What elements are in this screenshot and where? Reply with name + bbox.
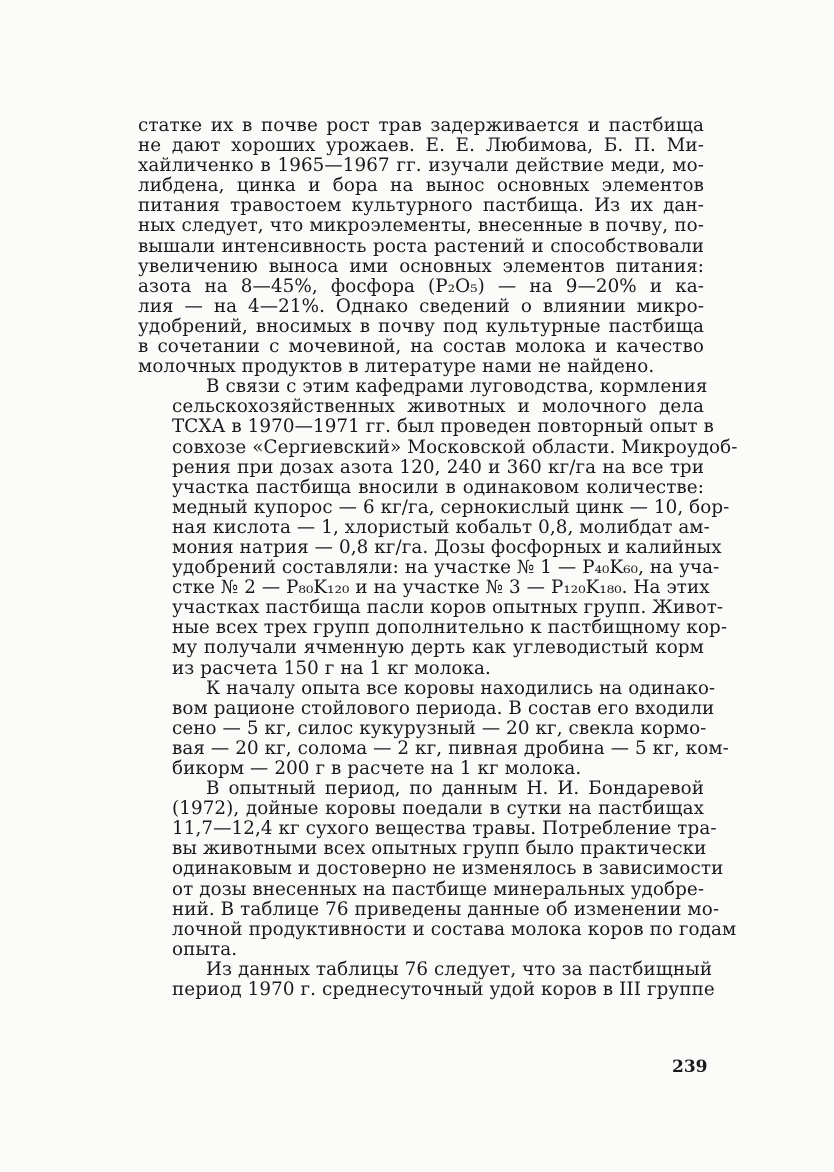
- text-line: рения при дозах азота 120, 240 и 360 кг/га на все три: [172, 456, 704, 478]
- text-line: 11,7—12,4 кг сухого вещества травы. Потребление тра-: [172, 818, 717, 840]
- text-line: увеличению выноса ими основных элементов питания:: [138, 255, 704, 277]
- text-line: питания травостоем культурного пастбища. Из их дан-: [138, 195, 704, 217]
- text-line: удобрений составляли: на участке № 1 — P₄₀K₆₀, на уча-: [172, 557, 720, 579]
- text-line: одинаковым и достоверно не изменялось в зависимости: [172, 858, 724, 880]
- paragraph: [138, 677, 729, 779]
- text-line: В опытный период, по данным Н. И. Бондаревой: [206, 778, 704, 800]
- paragraph: [138, 958, 715, 1001]
- text-line: ных следует, что микроэлементы, внесенные в почву, по-: [138, 215, 704, 237]
- text-line: ная кислота — 1, хлористый кобальт 0,8, молибдат ам-: [172, 516, 710, 538]
- paragraph: [138, 116, 704, 377]
- text-line: совхозе «Сергиевский» Московской области. Микроудоб-: [172, 436, 738, 458]
- text-line: молочных продуктов в литературе нами не найдено.: [138, 356, 655, 378]
- text-line: опыта.: [172, 938, 238, 960]
- text-line: не дают хороших урожаев. Е. Е. Любимова, Б. П. Ми-: [138, 135, 704, 157]
- page-number: 239: [672, 1057, 708, 1077]
- text-line: хайличенко в 1965—1967 гг. изучали действие меди, мо-: [138, 155, 704, 177]
- text-line: ний. В таблице 76 приведены данные об изменении мо-: [172, 898, 720, 920]
- text-line: участка пастбища вносили в одинаковом количестве:: [172, 476, 704, 498]
- text-line: лочной продуктивности и состава молока коров по годам: [172, 918, 737, 940]
- paragraph: [138, 376, 738, 679]
- text-line: удобрений, вносимых в почву под культурные пастбища: [138, 315, 704, 337]
- text-line: стке № 2 — P₈₀K₁₂₀ и на участке № 3 — P₁₂₀K₁₈₀. На этих: [172, 577, 710, 599]
- text-line: К началу опыта все коровы находились на одинако-: [206, 677, 716, 699]
- text-line: из расчета 150 г на 1 кг молока.: [172, 657, 491, 679]
- body-text: [138, 115, 738, 1001]
- text-line: Из данных таблицы 76 следует, что за пастбищный: [206, 958, 713, 980]
- text-line: лия — на 4—21%. Однако сведений о влиянии микро-: [138, 295, 704, 317]
- text-line: статке их в почве рост трав задерживается и пастбища: [138, 115, 704, 136]
- text-line: вы животными всех опытных групп было практически: [172, 838, 707, 860]
- text-line: мония натрия — 0,8 кг/га. Дозы фосфорных и калийных: [172, 536, 722, 558]
- text-line: ТСХА в 1970—1971 гг. был проведен повторный опыт в: [172, 416, 714, 438]
- text-line: вышали интенсивность роста растений и способствовали: [138, 235, 704, 257]
- text-line: сельскохозяйственных животных и молочного дела: [172, 396, 704, 418]
- text-line: вая — 20 кг, солома — 2 кг, пивная дробина — 5 кг, ком-: [172, 737, 729, 759]
- text-line: В связи с этим кафедрами луговодства, кормления: [206, 376, 708, 398]
- text-line: в сочетании с мочевиной, на состав молока и качество: [138, 336, 704, 358]
- text-line: азота на 8—45%, фосфора (P₂O₅) — на 9—20% и ка-: [138, 275, 704, 297]
- text-line: бикорм — 200 г в расчете на 1 кг молока.: [172, 758, 582, 779]
- text-line: период 1970 г. среднесуточный удой коров в III группе: [172, 979, 715, 1001]
- text-line: вом рационе стойлового периода. В состав его входили: [172, 697, 715, 719]
- text-line: либдена, цинка и бора на вынос основных элементов: [138, 175, 704, 197]
- text-line: медный купорос — 6 кг/га, сернокислый цинк — 10, бор-: [172, 496, 730, 518]
- text-line: участках пастбища пасли коров опытных групп. Живот-: [172, 597, 724, 619]
- text-line: (1972), дойные коровы поедали в сутки на пастбищах: [172, 798, 704, 820]
- text-line: ные всех трех групп дополнительно к пастбищному кор-: [172, 617, 728, 639]
- paragraph: [138, 778, 737, 960]
- text-line: от дозы внесенных на пастбище минеральных удобре-: [172, 878, 705, 900]
- text-line: сено — 5 кг, силос кукурузный — 20 кг, свекла кормо-: [172, 717, 707, 739]
- text-line: му получали ячменную дерть как углеводистый корм: [172, 637, 704, 659]
